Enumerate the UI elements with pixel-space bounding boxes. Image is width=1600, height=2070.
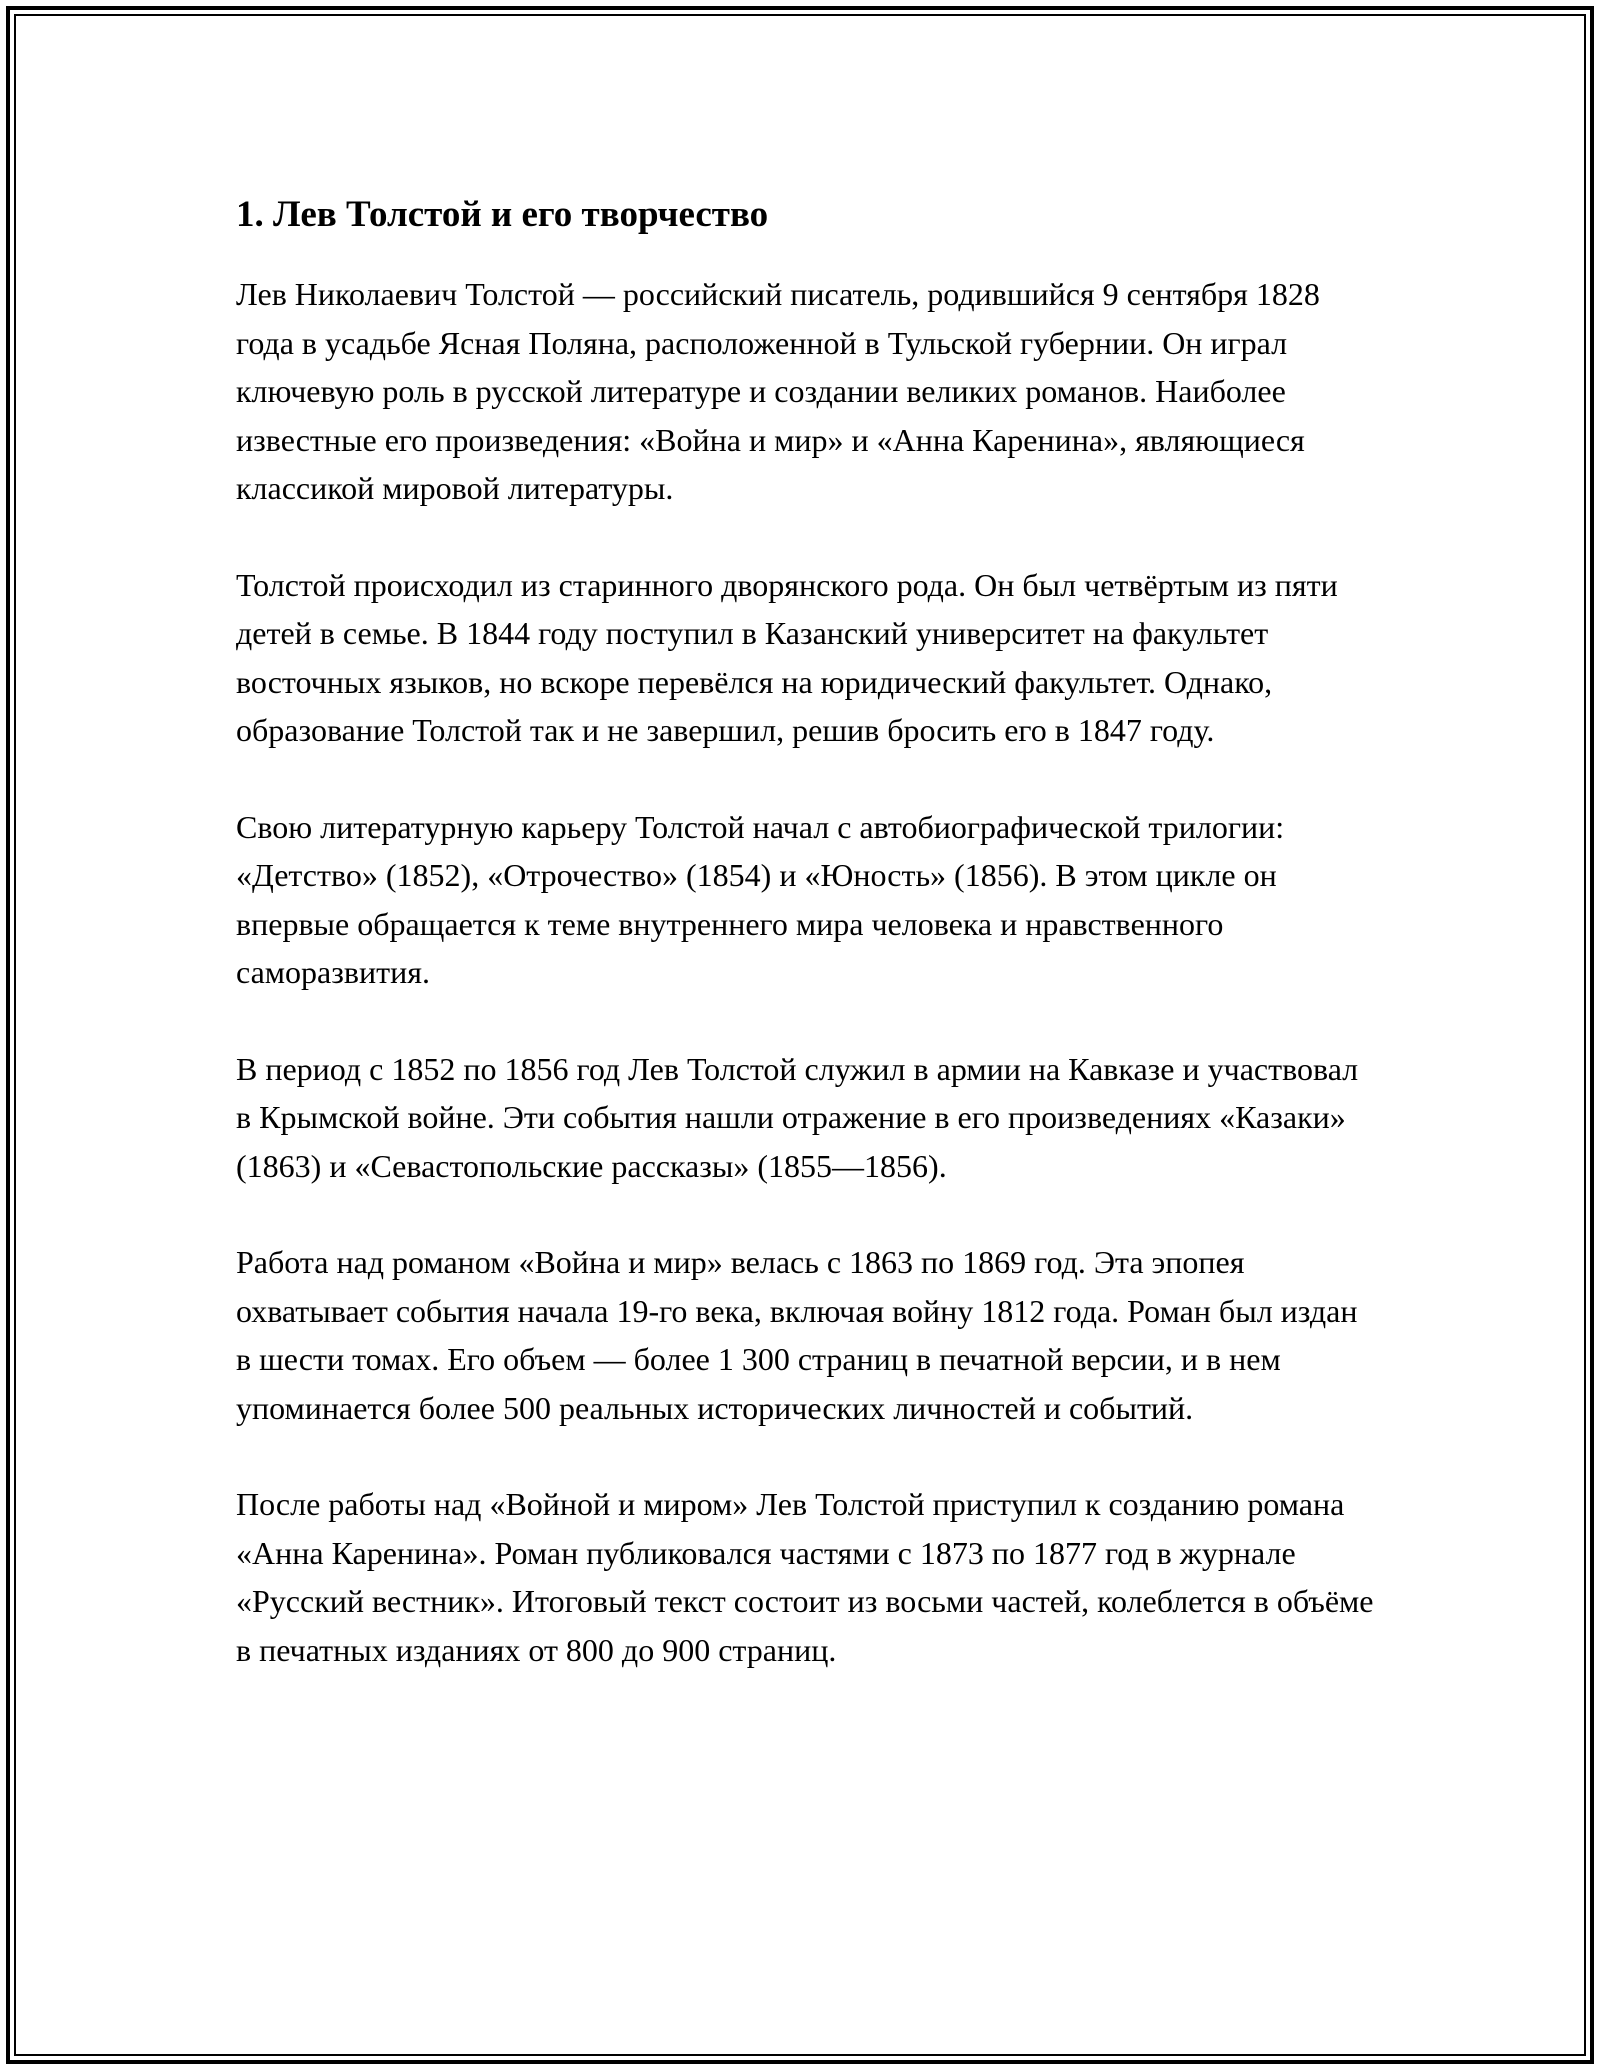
paragraph-6: После работы над «Войной и миром» Лев Толстой приступил к созданию романа «Анна Каренина». Роман публиковался частями с 1873 по 1877 год в журнале «Русский вестник». Итоговый текст состоит из восьми частей, колеблется в объёме в печатных изданиях от 800 до 900 страниц. [236,1486,1374,1668]
paragraph-1: Лев Николаевич Толстой — российский писатель, родившийся 9 сентября 1828 года в усадьбе Ясная Поляна, расположенной в Тульской губернии. Он играл ключевую роль в русской литературе и создании великих романов. Наиболее известные его произведения: «Война и мир» и «Анна Каренина», являющиеся классикой мировой литературы. [236,276,1320,506]
paragraph-2: Толстой происходил из старинного дворянского рода. Он был четвёртым из пяти детей в семье. В 1844 году поступил в Казанский университет на факультет восточных языков, но вскоре перевёлся на юридический факультет. Однако, образование Толстой так и не завершил, решив бросить его в 1847 году. [236,566,1338,748]
document-body [236,190,1376,1722]
paragraph-3: Свою литературную карьеру Толстой начал с автобиографической трилогии: «Детство» (1852), «Отрочество» (1854) и «Юность» (1856). В этом цикле он впервые обращается к теме внутреннего мира человека и нравственного саморазвития. [236,808,1285,990]
paragraph-4: В период с 1852 по 1856 год Лев Толстой служил в армии на Кавказе и участвовал в Крымской войне. Эти события нашли отражение в его произведениях «Казаки» (1863) и «Севастопольские рассказы» (1855—1856). [236,1050,1359,1184]
document-title: 1. Лев Толстой и его творчество [236,194,769,235]
paragraph-5: Работа над романом «Война и мир» велась с 1863 по 1869 год. Эта эпопея охватывает события начала 19-го века, включая войну 1812 года. Роман был издан в шести томах. Его объем — более 1 300 страниц в печатной версии, и в нем упоминается более 500 реальных исторических личностей и событий. [236,1244,1358,1426]
